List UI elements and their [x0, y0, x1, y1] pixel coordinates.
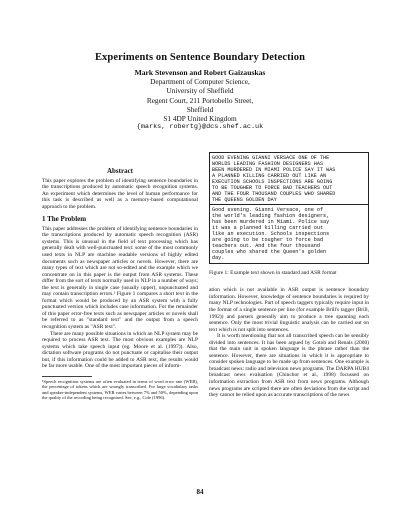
figure-line: WORLDS LEADING FASHION DESIGNERS HAS	[212, 160, 324, 167]
figure-line: A PLANNED KILLING CARRIED OUT LIKE AN	[212, 172, 327, 179]
section-heading: 1 The Problem	[42, 215, 87, 224]
abstract-text: This paper explores the problem of identifying sentence boundaries in the transcriptions produced by automatic speech recognition systems. An experiment which determines the level of human performance for this task is described as well as a memory-based computational approach to the problem.	[42, 177, 198, 210]
footnote-rule	[42, 376, 92, 377]
figure-standard-box	[209, 205, 369, 263]
figure-line: AND THE FOUR THOUSAND COUPLES WHO SHARED	[212, 190, 336, 197]
figure-line: the world's leading fashion designers,	[212, 212, 330, 219]
author-email: {marks, robertg}@dcs.shef.ac.uk	[136, 123, 264, 132]
figure-line: THE QUEENS GOLDEN DAY	[212, 196, 277, 203]
body-paragraph: There are many possible situations in which an NLP system may be required to process ASR text. The most obvious examples are NLP systems which take speech input (eg. Moore et al. (1997)). Also, dictation software programs do not punctuate or capitalise their output but, if this information could be added to ASR text, the results would be far more usable. One of the most important pieces of inform-	[42, 330, 198, 370]
figure-asr-box	[209, 152, 369, 205]
abstract-heading: Abstract	[106, 167, 134, 175]
body-paragraph: It is worth mentioning that not all transcribed speech can be sensibly divided into sentences. It has been argued by Gotoh and Renals (2000) that the main unit in spoken language is the phrase rather than the sentence. However, there are situations in which it is appropriate to consider spoken language to be made up from sentences. One example is broadcast news: radio and television news programs. The DARPA HUB4 broadcast news evaluation (Chinchor et al., 1998) focussed on information extraction from ASR text from news programs. Although news programs are scripted there are often deviations from the script and they cannot be relied upon as accurate transcriptions of the news	[209, 333, 369, 399]
figure-line: BEEN MURDERED IN MIAMI POLICE SAY IT WAS	[212, 166, 336, 173]
footnote: ¹Speech recognition systems are often evaluated in terms of word error rate (WER), the percentage of tokens which are wrongly transcribed. For large vocabulary tasks and speaker-independent systems, WER varies between 7% and 50%, depending upon the quality of the recording being recognised. See, e.g., Cole (1996).	[42, 378, 198, 401]
figure-line: couples who shared the Queen's golden	[212, 249, 327, 256]
figure-line: Good evening. Gianni Versace, one of	[212, 206, 324, 213]
affiliation-line: Sheffield	[186, 104, 214, 114]
affiliation-line: S1 4DP United Kingdom	[163, 114, 237, 124]
left-column	[42, 168, 198, 400]
figure-line: like an execution. Schools inspections	[212, 231, 330, 238]
body-paragraph: ation which is not available in ASR output is sentence boundary information. However, knowledge of sentence boundaries is required by many NLP technologies. Part of speech taggers typically require input in the format of a single sentence per line (for example Brill's tagger (Brill, 1992)) and parsers generally aim to produce a tree spanning each sentence. Only the most trivial linguistic analysis can be carried out on text which is not split into sentences.	[209, 287, 369, 333]
author-names: Mark Stevenson and Robert Gaizauskas	[134, 68, 266, 77]
figure-line: it was a planned killing carried out	[212, 225, 324, 232]
figure-line: has been murdered in Miami. Police say	[212, 218, 330, 225]
figure-line: TO BE TOUGHER TO FORCE BAD TEACHERS OUT	[212, 184, 333, 191]
affiliation-line: University of Sheffield	[166, 86, 234, 96]
figure-line: teachers out. And the four thousand	[212, 243, 320, 250]
figure-caption: Figure 1: Example text shown in standard and ASR format	[209, 269, 337, 276]
figure-line: GOOD EVENING GIANNI VERSACE ONE OF THE	[212, 154, 330, 161]
author-block	[0, 68, 400, 132]
page-number: 84	[196, 488, 204, 496]
affiliation-line: Regent Court, 211 Portobello Street,	[146, 95, 254, 105]
paper-title: Experiments on Sentence Boundary Detection	[94, 52, 306, 63]
body-paragraph: This paper addresses the problem of identifying sentence boundaries in the transcriptions produced by automatic speech recognition (ASR) systems. This is unusual in the field of text processing which has generally dealt with well-punctuated text: some of the most commonly used texts in NLP are machine readable versions of highly edited documents such as newspaper articles or novels. However, there are many types of text which are not so-edited and the example which we concentrate on in this paper is the output from ASR systems. These differ from the sort of texts normally used in NLP in a number of ways; the text is generally in single case (usually upper), unpunctuated and may contain transcription errors.¹ Figure 1 compares a short text in the format which would be produced by an ASR system with a fully punctuated version which includes case information. For the remainder of this paper error-free texts such as newspaper articles or novels shall be referred to as "standard text" and the output from a speech recognition system as "ASR text".	[42, 225, 198, 331]
affiliation-line: Department of Computer Science,	[150, 77, 250, 87]
figure-line: are going to be tougher to force bad	[212, 237, 324, 244]
figure-line: day.	[212, 255, 225, 262]
right-column	[209, 152, 369, 399]
figure-line: EXECUTION SCHOOLS INSPECTIONS ARE GOING	[212, 178, 333, 185]
